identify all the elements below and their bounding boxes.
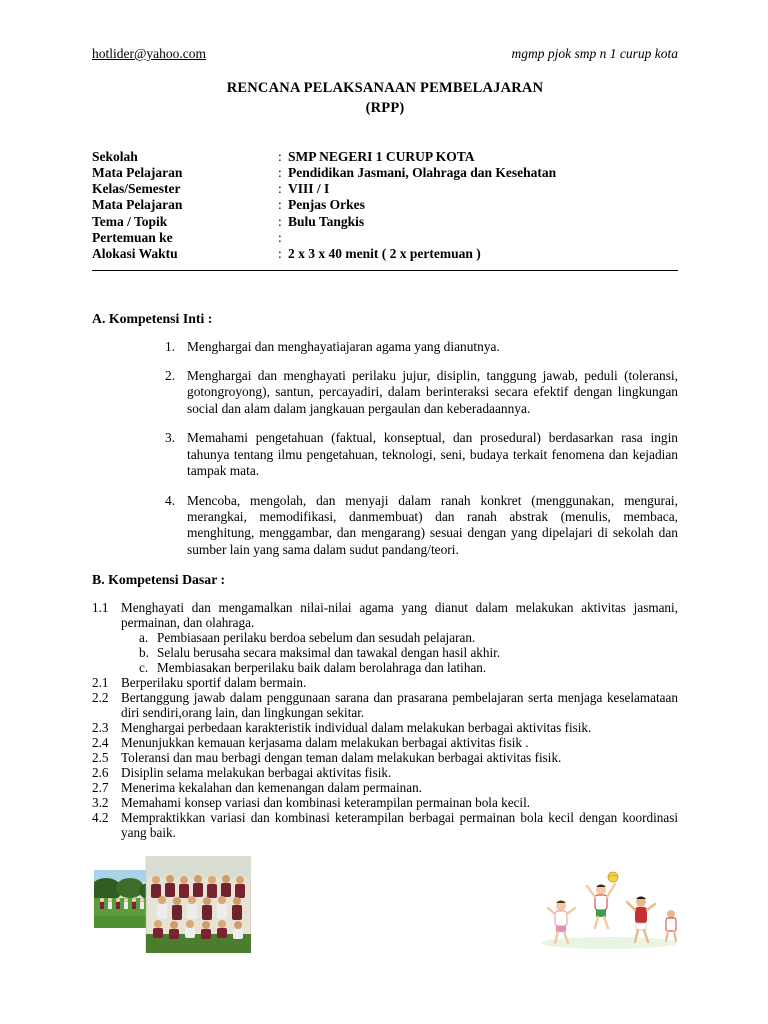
volleyball-illustration bbox=[535, 866, 683, 950]
list-item bbox=[92, 795, 678, 810]
meta-value: Bulu Tangkis bbox=[288, 213, 365, 229]
list-item-number: 1. bbox=[165, 338, 176, 354]
list-item-text: Menghargai perbedaan karakteristik individual dalam melakukan berbagai aktivitas fisik. bbox=[121, 720, 592, 736]
list-item-text: Mencoba, mengolah, dan menyaji dalam ranah konkret (menggunakan, mengurai, merangkai, memodifikasi, danmembuat) dan ranah abstrak (menulis, membaca, menghitung, menggambar, dan mengarang) sesuai dengan yang dipelajari di sekolah dan sumber lain yang sama dalam sudut pandang/teori. bbox=[187, 492, 678, 557]
meta-label: Mata Pelajaran bbox=[92, 197, 183, 213]
meta-value: VIII / I bbox=[288, 181, 330, 197]
list-item-text: Memahami konsep variasi dan kombinasi keterampilan permainan bola kecil. bbox=[121, 795, 531, 811]
meta-value: SMP NEGERI 1 CURUP KOTA bbox=[288, 148, 475, 164]
section-b-heading: B. Kompetensi Dasar : bbox=[92, 572, 226, 588]
meta-row-pertemuan-ke bbox=[92, 230, 678, 246]
meta-row-mata-pelajaran bbox=[92, 165, 678, 181]
list-item bbox=[92, 810, 678, 840]
meta-row-alokasi-waktu bbox=[92, 246, 678, 262]
list-item-text: Menunjukkan kemauan kerjasama dalam melakukan berbagai aktivitas fisik . bbox=[121, 735, 529, 751]
list-item-number: 4. bbox=[165, 492, 176, 508]
meta-row-sekolah bbox=[92, 149, 678, 165]
list-item-number: 2.4 bbox=[92, 735, 109, 751]
meta-label: Pertemuan ke bbox=[92, 230, 173, 246]
list-item-text: Mempraktikkan variasi dan kombinasi keterampilan berbagai permainan bola kecil dengan koordinasi yang baik. bbox=[121, 810, 678, 841]
kompetensi-inti-list bbox=[165, 339, 678, 558]
list-item-number: 4.2 bbox=[92, 810, 109, 826]
meta-colon: : bbox=[278, 197, 282, 213]
page-header bbox=[92, 46, 678, 62]
document-title bbox=[92, 78, 678, 119]
title-line2: (RPP) bbox=[365, 100, 405, 117]
list-item-text: Berperilaku sportif dalam bermain. bbox=[121, 675, 307, 691]
list-item bbox=[92, 780, 678, 795]
list-item-number: 1.1 bbox=[92, 600, 109, 616]
list-item-number: 2.2 bbox=[92, 690, 109, 706]
meta-colon: : bbox=[278, 181, 282, 197]
list-item-number: 2.7 bbox=[92, 780, 109, 796]
meta-value: Pendidikan Jasmani, Olahraga dan Kesehatan bbox=[288, 164, 557, 180]
watermark-text: mgmp pjok smp n 1 curup kota bbox=[511, 46, 678, 61]
meta-colon: : bbox=[278, 164, 282, 180]
team-photo bbox=[94, 856, 251, 953]
horizontal-divider bbox=[92, 270, 678, 271]
title-line1: RENCANA PELAKSANAAN PEMBELAJARAN bbox=[226, 80, 544, 96]
meta-row-kelas-semester bbox=[92, 181, 678, 197]
list-item bbox=[165, 368, 678, 417]
list-item-number: 3.2 bbox=[92, 795, 109, 811]
sub-item-letter: a. bbox=[139, 630, 149, 646]
sub-list-item bbox=[139, 645, 678, 660]
meta-label: Kelas/Semester bbox=[92, 181, 181, 197]
list-item-text: Disiplin selama melakukan berbagai aktivitas fisik. bbox=[121, 765, 392, 781]
meta-label: Tema / Topik bbox=[92, 213, 168, 229]
list-item-text: Toleransi dan mau berbagi dengan teman dalam melakukan berbagai aktivitas fisik. bbox=[121, 750, 562, 766]
meta-value bbox=[288, 230, 678, 246]
meta-row-mata-pelajaran-2 bbox=[92, 197, 678, 213]
sub-list-item bbox=[139, 660, 678, 675]
meta-colon: : bbox=[278, 148, 282, 164]
list-item-text: Menghargai dan menghayatiajaran agama yang dianutnya. bbox=[187, 338, 500, 354]
list-item bbox=[92, 735, 678, 750]
section-a-heading: A. Kompetensi Inti : bbox=[92, 310, 213, 326]
meta-colon: : bbox=[278, 230, 282, 246]
meta-label: Sekolah bbox=[92, 148, 138, 164]
list-item bbox=[165, 430, 678, 479]
email-link[interactable]: hotlider@yahoo.com bbox=[92, 46, 207, 61]
list-item-number: 2. bbox=[165, 368, 176, 384]
sub-item-letter: c. bbox=[139, 660, 149, 676]
list-item-number: 2.6 bbox=[92, 765, 109, 781]
list-item-number: 3. bbox=[165, 430, 176, 446]
list-item bbox=[92, 750, 678, 765]
sub-item-letter: b. bbox=[139, 645, 149, 661]
list-item bbox=[92, 600, 678, 630]
meta-colon: : bbox=[278, 246, 282, 262]
list-item bbox=[92, 675, 678, 690]
meta-colon: : bbox=[278, 213, 282, 229]
list-item bbox=[92, 765, 678, 780]
list-item bbox=[92, 720, 678, 735]
list-item-text: Bertanggung jawab dalam penggunaan sarana dan prasarana pembelajaran serta menjaga keselamataan diri sendiri,orang lain, dan lingkungan sekitar. bbox=[121, 690, 678, 721]
list-item bbox=[165, 339, 678, 355]
meta-value: 2 x 3 x 40 menit ( 2 x pertemuan ) bbox=[288, 246, 481, 262]
sub-item-text: Membiasakan berperilaku baik dalam berolahraga dan latihan. bbox=[157, 660, 487, 676]
meta-row-tema-topik bbox=[92, 214, 678, 230]
list-item-text: Menghargai dan menghayati perilaku jujur, disiplin, tanggung jawab, peduli (toleransi, gotongroyong), santun, percayadiri, dalam berinteraksi secara efektif dengan lingkungan social dan alam dalam jangkauan pergaulan dan keberadaannya. bbox=[187, 368, 678, 416]
sub-item-text: Pembiasaan perilaku berdoa sebelum dan sesudah pelajaran. bbox=[157, 630, 476, 646]
list-item-text: Menghayati dan mengamalkan nilai-nilai agama yang dianut dalam melakukan aktivitas jasmani, permainan, dan olahraga. bbox=[121, 600, 678, 631]
list-item bbox=[92, 690, 678, 720]
sub-list-item bbox=[139, 630, 678, 645]
meta-label: Mata Pelajaran bbox=[92, 164, 183, 180]
list-item-text: Menerima kekalahan dan kemenangan dalam permainan. bbox=[121, 780, 422, 796]
sub-item-text: Selalu berusaha secara maksimal dan tawakal dengan hasil akhir. bbox=[157, 645, 501, 661]
metadata-block bbox=[92, 149, 678, 263]
list-item-number: 2.3 bbox=[92, 720, 109, 736]
list-item-text: Memahami pengetahuan (faktual, konseptual, dan prosedural) berdasarkan rasa ingin tahunya tentang ilmu pengetahuan, teknologi, seni, budaya terkait fenomena dan kejadian tampak mata. bbox=[187, 430, 678, 479]
list-item-number: 2.5 bbox=[92, 750, 109, 766]
meta-value: Penjas Orkes bbox=[288, 197, 365, 213]
kompetensi-dasar-list bbox=[92, 600, 678, 840]
list-item bbox=[165, 493, 678, 559]
list-item-number: 2.1 bbox=[92, 675, 109, 691]
meta-label: Alokasi Waktu bbox=[92, 246, 178, 262]
